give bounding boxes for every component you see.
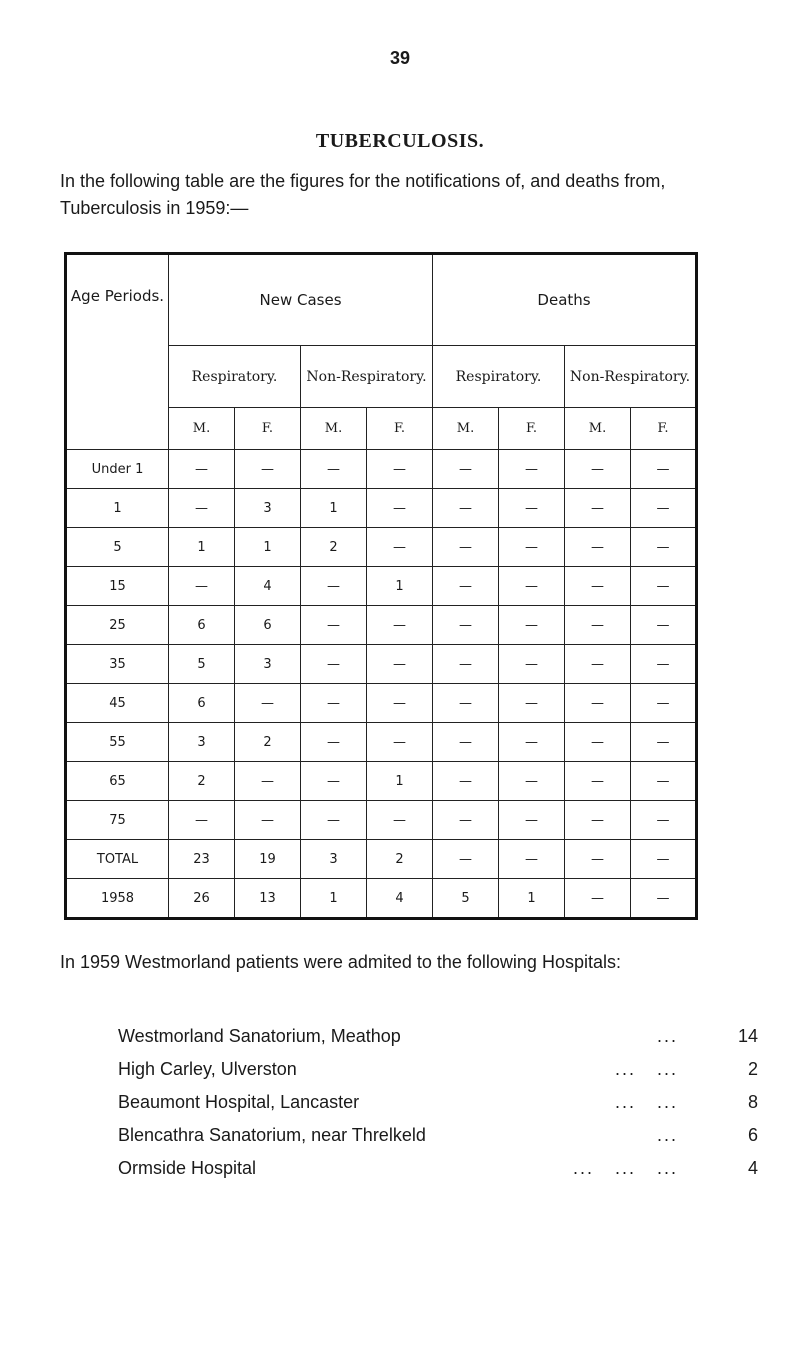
hospital-item <box>118 1086 758 1119</box>
value-cell: — <box>433 801 499 840</box>
age-periods-header: Age Periods. <box>66 254 169 450</box>
hospital-name: Ormside Hospital <box>118 1158 257 1178</box>
value-cell: — <box>565 450 631 489</box>
value-cell: — <box>499 528 565 567</box>
leader-dots: ... ... ... <box>572 1158 678 1178</box>
value-cell: — <box>499 645 565 684</box>
value-cell: 3 <box>235 489 301 528</box>
value-cell: 1 <box>301 879 367 919</box>
hospitals-paragraph: In 1959 Westmorland patients were admited to the following Hospitals: <box>60 952 621 972</box>
value-cell: — <box>565 801 631 840</box>
hospital-count: 2 <box>747 1059 758 1079</box>
value-cell: 1 <box>499 879 565 919</box>
table-row <box>66 528 697 567</box>
value-cell: — <box>565 840 631 879</box>
hospital-item <box>118 1152 758 1185</box>
value-cell: — <box>235 450 301 489</box>
value-cell: — <box>301 723 367 762</box>
age-period-cell: TOTAL <box>66 840 169 879</box>
leader-dots: ... ... <box>614 1092 678 1112</box>
value-cell: — <box>499 723 565 762</box>
hospital-name: Westmorland Sanatorium, Meathop <box>118 1026 401 1046</box>
value-cell: — <box>301 606 367 645</box>
value-cell: — <box>367 489 433 528</box>
value-cell: 1 <box>301 489 367 528</box>
sex-header: M. <box>301 408 367 450</box>
value-cell: — <box>433 567 499 606</box>
value-cell: — <box>169 567 235 606</box>
value-cell: — <box>367 723 433 762</box>
value-cell: 2 <box>367 840 433 879</box>
value-cell: 1 <box>235 528 301 567</box>
subheader-deaths-respiratory: Respiratory. <box>433 346 565 408</box>
age-period-cell: 1 <box>66 489 169 528</box>
value-cell: — <box>301 762 367 801</box>
table-row <box>66 840 697 879</box>
sex-header: M. <box>169 408 235 450</box>
hospital-count: 14 <box>737 1026 758 1046</box>
table-row <box>66 645 697 684</box>
value-cell: — <box>631 645 697 684</box>
value-cell: 2 <box>169 762 235 801</box>
leader-dots: ... <box>656 1125 678 1145</box>
hospital-name: Beaumont Hospital, Lancaster <box>118 1092 360 1112</box>
value-cell: — <box>565 528 631 567</box>
value-cell: 26 <box>169 879 235 919</box>
age-period-cell: 55 <box>66 723 169 762</box>
value-cell: — <box>499 489 565 528</box>
value-cell: — <box>433 684 499 723</box>
hospital-item <box>118 1020 758 1053</box>
value-cell: 6 <box>235 606 301 645</box>
value-cell: — <box>367 450 433 489</box>
age-period-cell: 75 <box>66 801 169 840</box>
value-cell: 1 <box>169 528 235 567</box>
value-cell: — <box>565 567 631 606</box>
value-cell: — <box>499 801 565 840</box>
value-cell: — <box>499 606 565 645</box>
hospital-item <box>118 1053 758 1086</box>
age-period-cell: 45 <box>66 684 169 723</box>
value-cell: 1 <box>367 567 433 606</box>
value-cell: — <box>367 528 433 567</box>
value-cell: — <box>235 762 301 801</box>
sex-header: F. <box>631 408 697 450</box>
value-cell: 3 <box>235 645 301 684</box>
table-row <box>66 762 697 801</box>
page-title: TUBERCULOSIS. <box>315 130 485 152</box>
value-cell: — <box>235 801 301 840</box>
value-cell: — <box>631 723 697 762</box>
value-cell: 1 <box>367 762 433 801</box>
value-cell: — <box>169 489 235 528</box>
value-cell: 5 <box>169 645 235 684</box>
value-cell: — <box>367 645 433 684</box>
table-row <box>66 801 697 840</box>
value-cell: 2 <box>235 723 301 762</box>
value-cell: — <box>499 450 565 489</box>
age-period-cell: 65 <box>66 762 169 801</box>
value-cell: 19 <box>235 840 301 879</box>
value-cell: — <box>433 606 499 645</box>
value-cell: — <box>631 528 697 567</box>
value-cell: 23 <box>169 840 235 879</box>
value-cell: — <box>433 645 499 684</box>
value-cell: — <box>631 567 697 606</box>
value-cell: — <box>565 684 631 723</box>
tuberculosis-table <box>64 252 698 920</box>
value-cell: — <box>433 762 499 801</box>
value-cell: — <box>565 723 631 762</box>
hospital-name: Blencathra Sanatorium, near Threlkeld <box>118 1125 426 1145</box>
value-cell: 6 <box>169 684 235 723</box>
value-cell: — <box>565 762 631 801</box>
subheader-new-non-respiratory: Non-Respiratory. <box>301 346 433 408</box>
value-cell: 2 <box>301 528 367 567</box>
value-cell: — <box>433 723 499 762</box>
age-period-cell: 1958 <box>66 879 169 919</box>
value-cell: 5 <box>433 879 499 919</box>
value-cell: — <box>433 450 499 489</box>
value-cell: — <box>631 840 697 879</box>
sex-header: M. <box>565 408 631 450</box>
age-period-cell: 35 <box>66 645 169 684</box>
value-cell: — <box>631 762 697 801</box>
value-cell: — <box>433 840 499 879</box>
value-cell: — <box>433 489 499 528</box>
value-cell: — <box>301 645 367 684</box>
value-cell: — <box>301 801 367 840</box>
value-cell: — <box>301 567 367 606</box>
table-row <box>66 723 697 762</box>
subheader-new-respiratory: Respiratory. <box>169 346 301 408</box>
new-cases-header: New Cases <box>169 254 433 346</box>
table-row <box>66 879 697 919</box>
value-cell: — <box>169 801 235 840</box>
value-cell: — <box>565 879 631 919</box>
value-cell: — <box>499 840 565 879</box>
value-cell: 3 <box>169 723 235 762</box>
age-period-cell: Under 1 <box>66 450 169 489</box>
age-period-cell: 25 <box>66 606 169 645</box>
value-cell: 13 <box>235 879 301 919</box>
value-cell: — <box>499 684 565 723</box>
value-cell: — <box>301 450 367 489</box>
page-number: 39 <box>389 48 411 68</box>
value-cell: — <box>367 801 433 840</box>
value-cell: — <box>301 684 367 723</box>
age-period-cell: 15 <box>66 567 169 606</box>
hospital-item <box>118 1119 758 1152</box>
value-cell: — <box>433 528 499 567</box>
value-cell: — <box>631 450 697 489</box>
value-cell: 3 <box>301 840 367 879</box>
value-cell: — <box>631 489 697 528</box>
hospital-count: 8 <box>747 1092 758 1112</box>
value-cell: — <box>235 684 301 723</box>
value-cell: — <box>169 450 235 489</box>
value-cell: — <box>565 645 631 684</box>
value-cell: 4 <box>235 567 301 606</box>
table-row <box>66 684 697 723</box>
leader-dots: ... <box>656 1026 678 1046</box>
table-row <box>66 450 697 489</box>
sex-header: F. <box>367 408 433 450</box>
value-cell: — <box>367 684 433 723</box>
hospital-count: 6 <box>747 1125 758 1145</box>
value-cell: — <box>367 606 433 645</box>
value-cell: 4 <box>367 879 433 919</box>
table-row <box>66 489 697 528</box>
deaths-header: Deaths <box>433 254 697 346</box>
intro-paragraph: In the following table are the figures for the notifications of, and deaths from, Tuberculosis in 1959:— <box>60 171 666 218</box>
sex-header: F. <box>235 408 301 450</box>
value-cell: — <box>631 879 697 919</box>
sex-header: M. <box>433 408 499 450</box>
value-cell: — <box>565 489 631 528</box>
value-cell: — <box>499 762 565 801</box>
hospital-name: High Carley, Ulverston <box>118 1059 297 1079</box>
sex-header: F. <box>499 408 565 450</box>
value-cell: — <box>499 567 565 606</box>
leader-dots: ... ... <box>614 1059 678 1079</box>
table-row <box>66 606 697 645</box>
hospital-list <box>118 1020 758 1185</box>
value-cell: — <box>631 684 697 723</box>
hospital-count: 4 <box>747 1158 758 1178</box>
age-period-cell: 5 <box>66 528 169 567</box>
value-cell: — <box>631 606 697 645</box>
value-cell: — <box>631 801 697 840</box>
value-cell: — <box>565 606 631 645</box>
table-row <box>66 567 697 606</box>
subheader-deaths-non-respiratory: Non-Respiratory. <box>565 346 697 408</box>
value-cell: 6 <box>169 606 235 645</box>
